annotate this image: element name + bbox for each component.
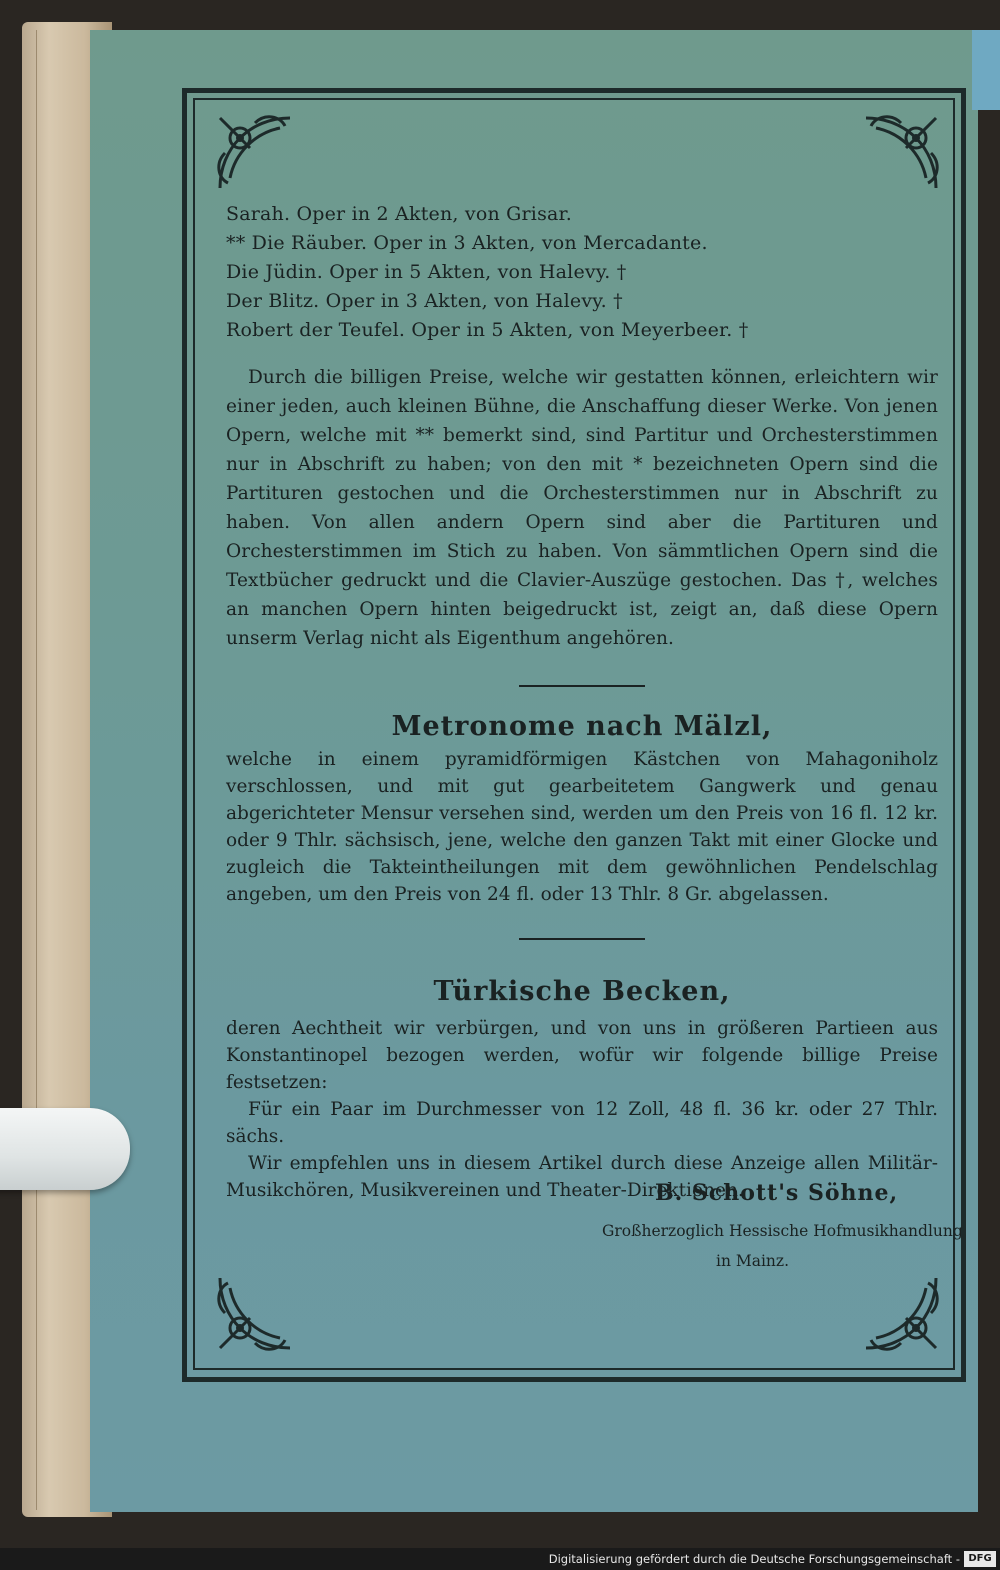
publisher-city: in Mainz. bbox=[716, 1252, 790, 1270]
corner-ornament-icon bbox=[210, 108, 300, 198]
metronome-heading: Metronome nach Mälzl, bbox=[391, 711, 773, 742]
becken-section bbox=[226, 1015, 938, 1204]
dfg-logo-icon: DFG bbox=[964, 1551, 996, 1567]
advertisement-content bbox=[226, 200, 938, 1204]
corner-ornament-icon bbox=[856, 1268, 946, 1358]
corner-ornament-icon bbox=[210, 1268, 300, 1358]
opera-list-item: Die Jüdin. Oper in 5 Akten, von Halevy. † bbox=[226, 261, 627, 283]
opera-list-item: Sarah. Oper in 2 Akten, von Grisar. bbox=[226, 203, 572, 225]
opera-list-item: ** Die Räuber. Oper in 3 Akten, von Mercadante. bbox=[226, 232, 708, 254]
publisher-title: Großherzoglich Hessische Hofmusikhandlung bbox=[602, 1222, 963, 1240]
becken-recommend: Wir empfehlen uns in diesem Artikel durch diese Anzeige allen Militär-Musikchören, Musikvereinen und Theater-Direktionen. bbox=[226, 1153, 938, 1201]
divider bbox=[519, 938, 645, 940]
intro-paragraph: Durch die billigen Preise, welche wir gestatten können, erleichtern wir einer jeden, auch kleinen Bühne, die Anschaffung dieser Werke. Von jenen Opern, welche mit ** bemerkt sind, sind Partitur und Orchesterstimmen nur in Abschrift zu haben; von den mit * bezeichneten Opern sind die Partituren gestochen und die Orchesterstimmen nur in Abschrift zu haben. Von allen andern Opern sind aber die Partituren und Orchesterstimmen im Stich zu haben. Von sämmtlichen Opern sind die Textbücher gedruckt und die Clavier-Auszüge gestochen. Das †, welches an manchen Opern hinten beigedruckt ist, zeigt an, daß diese Opern unserm Verlag nicht als Eigenthum angehören. bbox=[226, 367, 938, 649]
metronome-text: welche in einem pyramidförmigen Kästchen von Mahagoniholz verschlossen, und mit gut gearbeitetem Gangwerk und genau abgerichteter Mensur versehen sind, werden um den Preis von 16 fl. 12 kr. oder 9 Thlr. sächsisch, jene, welche den ganzen Takt mit einer Glocke und zugleich die Takteintheilungen mit dem gewöhnlichen Pendelschlag angeben, um den Preis von 24 fl. oder 13 Thlr. 8 Gr. abgelassen. bbox=[226, 749, 938, 905]
becken-text: deren Aechtheit wir verbürgen, und von uns in größeren Partieen aus Konstantinopel bezogen werden, wofür wir folgende billige Preise festsetzen: bbox=[226, 1018, 938, 1093]
opera-list-item: Der Blitz. Oper in 3 Akten, von Halevy. † bbox=[226, 290, 623, 312]
becken-price: Für ein Paar im Durchmesser von 12 Zoll, 48 fl. 36 kr. oder 27 Thlr. sächs. bbox=[226, 1099, 938, 1147]
opera-list-item: Robert der Teufel. Oper in 5 Akten, von Meyerbeer. † bbox=[226, 319, 749, 341]
corner-ornament-icon bbox=[856, 108, 946, 198]
adjacent-page-strip bbox=[972, 30, 1000, 110]
footer-text: Digitalisierung gefördert durch die Deutsche Forschungsgemeinschaft - bbox=[548, 1552, 960, 1566]
becken-heading: Türkische Becken, bbox=[433, 976, 731, 1007]
publisher-signature: B. Schott's Söhne, bbox=[655, 1180, 899, 1206]
divider bbox=[519, 685, 645, 687]
page-clip-tab bbox=[0, 1108, 130, 1190]
digitization-footer bbox=[0, 1548, 1000, 1570]
opera-list bbox=[226, 200, 938, 345]
